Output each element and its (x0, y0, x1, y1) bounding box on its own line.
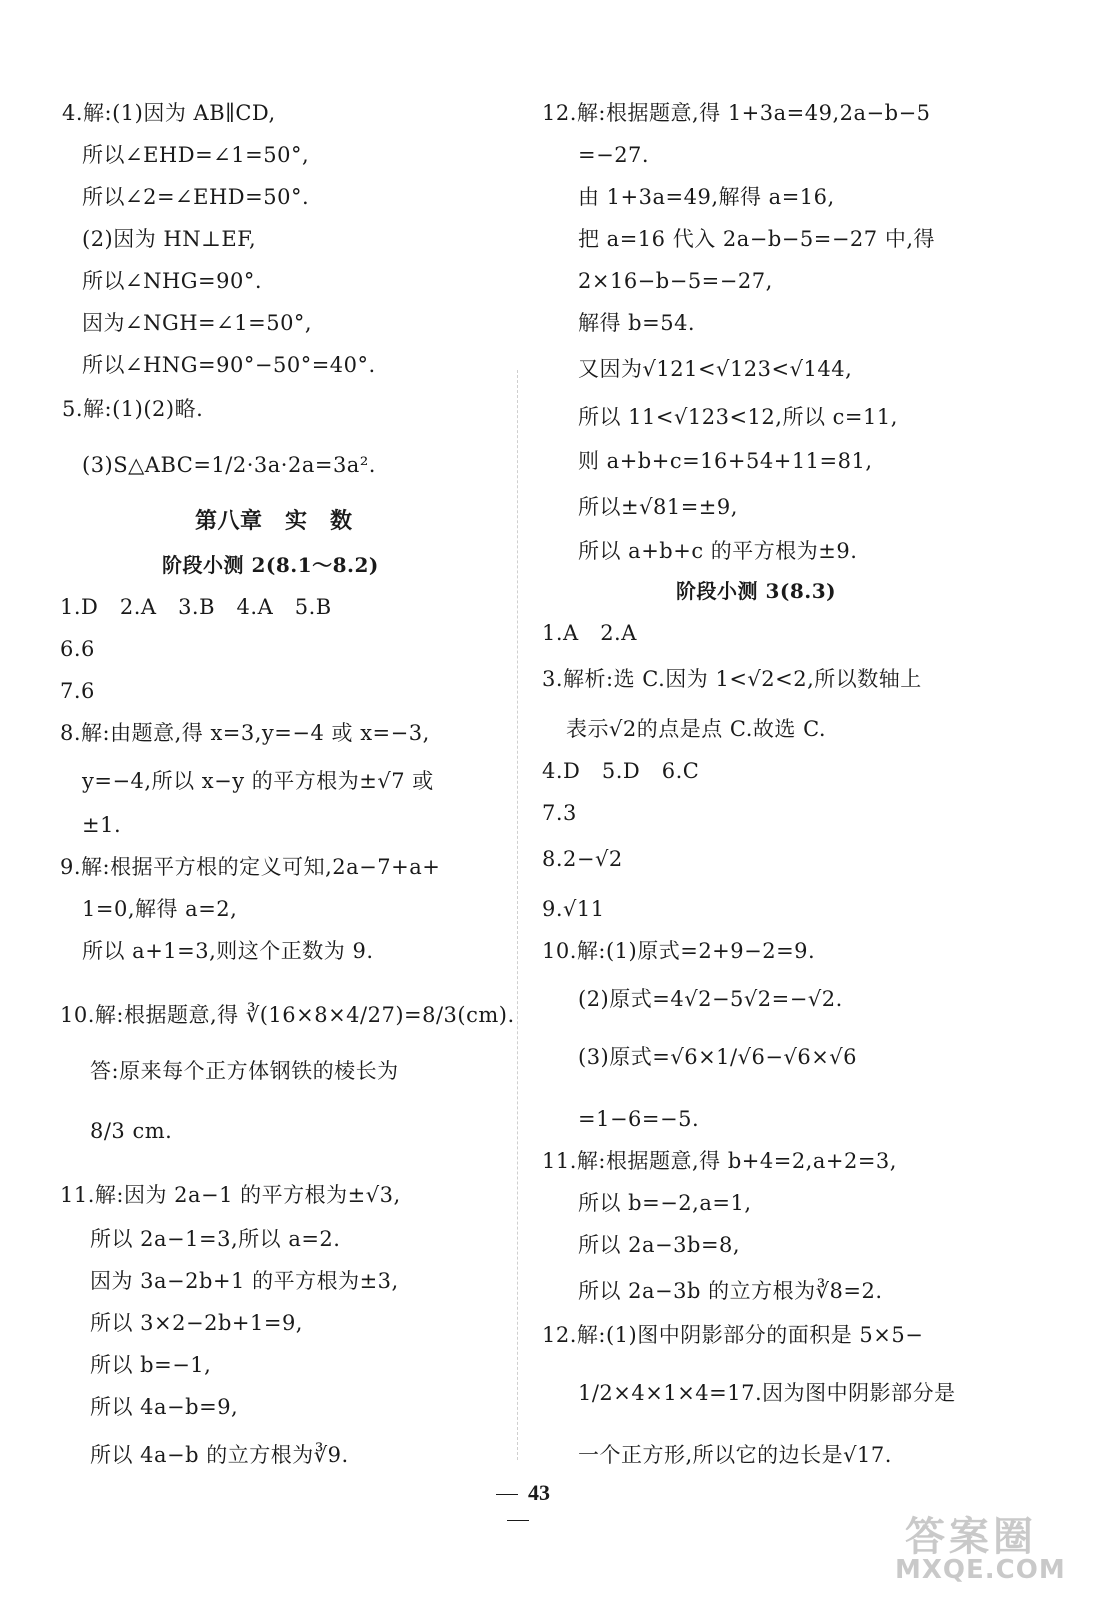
q12-line4: 把 a=16 代入 2a−b−5=−27 中,得 (578, 227, 936, 251)
s2-q11-line7: 所以 4a−b 的立方根为∛9. (90, 1443, 349, 1467)
s2-q10-line1: 10.解:根据题意,得 ∛(16×8×4/27)=8/3(cm). (60, 1003, 515, 1027)
s3-q12-line3: 一个正方形,所以它的边长是√17. (578, 1443, 892, 1467)
s2-q6: 6.6 (60, 637, 95, 661)
q4-line2: 所以∠EHD=∠1=50°, (82, 143, 310, 167)
q12-line8: 所以 11<√123<12,所以 c=11, (578, 405, 898, 429)
q4-line5: 所以∠NHG=90°. (82, 269, 263, 293)
s2-q8-line2: y=−4,所以 x−y 的平方根为±√7 或 (82, 769, 434, 793)
q12-line5: 2×16−b−5=−27, (578, 269, 773, 293)
s3-q11-line4: 所以 2a−3b 的立方根为∛8=2. (578, 1279, 883, 1303)
s2-q8-line1: 8.解:由题意,得 x=3,y=−4 或 x=−3, (60, 721, 430, 745)
s3-q1-2: 1.A 2.A (542, 621, 637, 645)
s2-q7: 7.6 (60, 679, 95, 703)
q12-line9: 则 a+b+c=16+54+11=81, (578, 449, 873, 473)
q12-line6: 解得 b=54. (578, 311, 696, 335)
q12-line11: 所以 a+b+c 的平方根为±9. (578, 539, 858, 563)
q4-line1: 4.解:(1)因为 AB∥CD, (62, 101, 276, 125)
section-title-2: 阶段小测 2(8.1～8.2) (162, 553, 379, 577)
s3-q12-line1: 12.解:(1)图中阴影部分的面积是 5×5− (542, 1323, 924, 1347)
watermark-url: MXQE.COM (895, 1555, 1066, 1585)
s3-q11-line1: 11.解:根据题意,得 b+4=2,a+2=3, (542, 1149, 897, 1173)
s2-q8-line3: ±1. (82, 813, 122, 837)
s2-q11-line5: 所以 b=−1, (90, 1353, 212, 1377)
s2-q9-line3: 所以 a+1=3,则这个正数为 9. (82, 939, 374, 963)
s3-q11-line2: 所以 b=−2,a=1, (578, 1191, 752, 1215)
column-divider (517, 370, 518, 1460)
page-number-text: 43 (528, 1480, 550, 1505)
section-title-3: 阶段小测 3(8.3) (676, 579, 837, 603)
q4-line6: 因为∠NGH=∠1=50°, (82, 311, 313, 335)
s3-q3-line2: 表示√2的点是点 C.故选 C. (566, 717, 827, 741)
s2-q9-line1: 9.解:根据平方根的定义可知,2a−7+a+ (60, 855, 441, 879)
s3-q11-line3: 所以 2a−3b=8, (578, 1233, 741, 1257)
s2-q11-line1: 11.解:因为 2a−1 的平方根为±√3, (60, 1183, 401, 1207)
s2-q11-line3: 因为 3a−2b+1 的平方根为±3, (90, 1269, 399, 1293)
s3-q8: 8.2−√2 (542, 847, 623, 871)
s3-q10-line2: (2)原式=4√2−5√2=−√2. (578, 987, 843, 1011)
s3-q9: 9.√11 (542, 897, 605, 921)
s3-q3-line1: 3.解析:选 C.因为 1<√2<2,所以数轴上 (542, 667, 922, 691)
s3-q7: 7.3 (542, 801, 577, 825)
s3-q10-line1: 10.解:(1)原式=2+9−2=9. (542, 939, 816, 963)
q12-line7: 又因为√121<√123<√144, (578, 357, 853, 381)
watermark (895, 1505, 1090, 1595)
s2-q11-line2: 所以 2a−1=3,所以 a=2. (90, 1227, 341, 1251)
s2-q9-line2: 1=0,解得 a=2, (82, 897, 238, 921)
s3-q10-line4: =1−6=−5. (578, 1107, 700, 1131)
q12-line2: =−27. (578, 143, 650, 167)
s2-q10-line3: 8/3 cm. (90, 1119, 173, 1143)
chapter-title: 第八章 实 数 (195, 508, 353, 534)
q5-line1: 5.解:(1)(2)略. (62, 397, 204, 421)
s2-q11-line6: 所以 4a−b=9, (90, 1395, 239, 1419)
q4-line7: 所以∠HNG=90°−50°=40°. (82, 353, 376, 377)
q12-line1: 12.解:根据题意,得 1+3a=49,2a−b−5 (542, 101, 931, 125)
q5-line2: (3)S△ABC=1/2·3a·2a=3a². (82, 453, 376, 477)
s2-q1-5: 1.D 2.A 3.B 4.A 5.B (60, 595, 332, 619)
watermark-logo: 答案圈 (905, 1514, 1037, 1560)
s3-q10-line3: (3)原式=√6×1/√6−√6×√6 (578, 1045, 858, 1069)
q4-line3: 所以∠2=∠EHD=50°. (82, 185, 310, 209)
q4-line4: (2)因为 HN⊥EF, (82, 227, 257, 251)
s2-q10-line2: 答:原来每个正方体钢铁的棱长为 (90, 1059, 399, 1083)
s2-q11-line4: 所以 3×2−2b+1=9, (90, 1311, 303, 1335)
s3-q4-6: 4.D 5.D 6.C (542, 759, 700, 783)
page-number (468, 1480, 568, 1532)
q12-line10: 所以±√81=±9, (578, 495, 738, 519)
q12-line3: 由 1+3a=49,解得 a=16, (578, 185, 835, 209)
s3-q12-line2: 1/2×4×1×4=17.因为图中阴影部分是 (578, 1381, 956, 1405)
